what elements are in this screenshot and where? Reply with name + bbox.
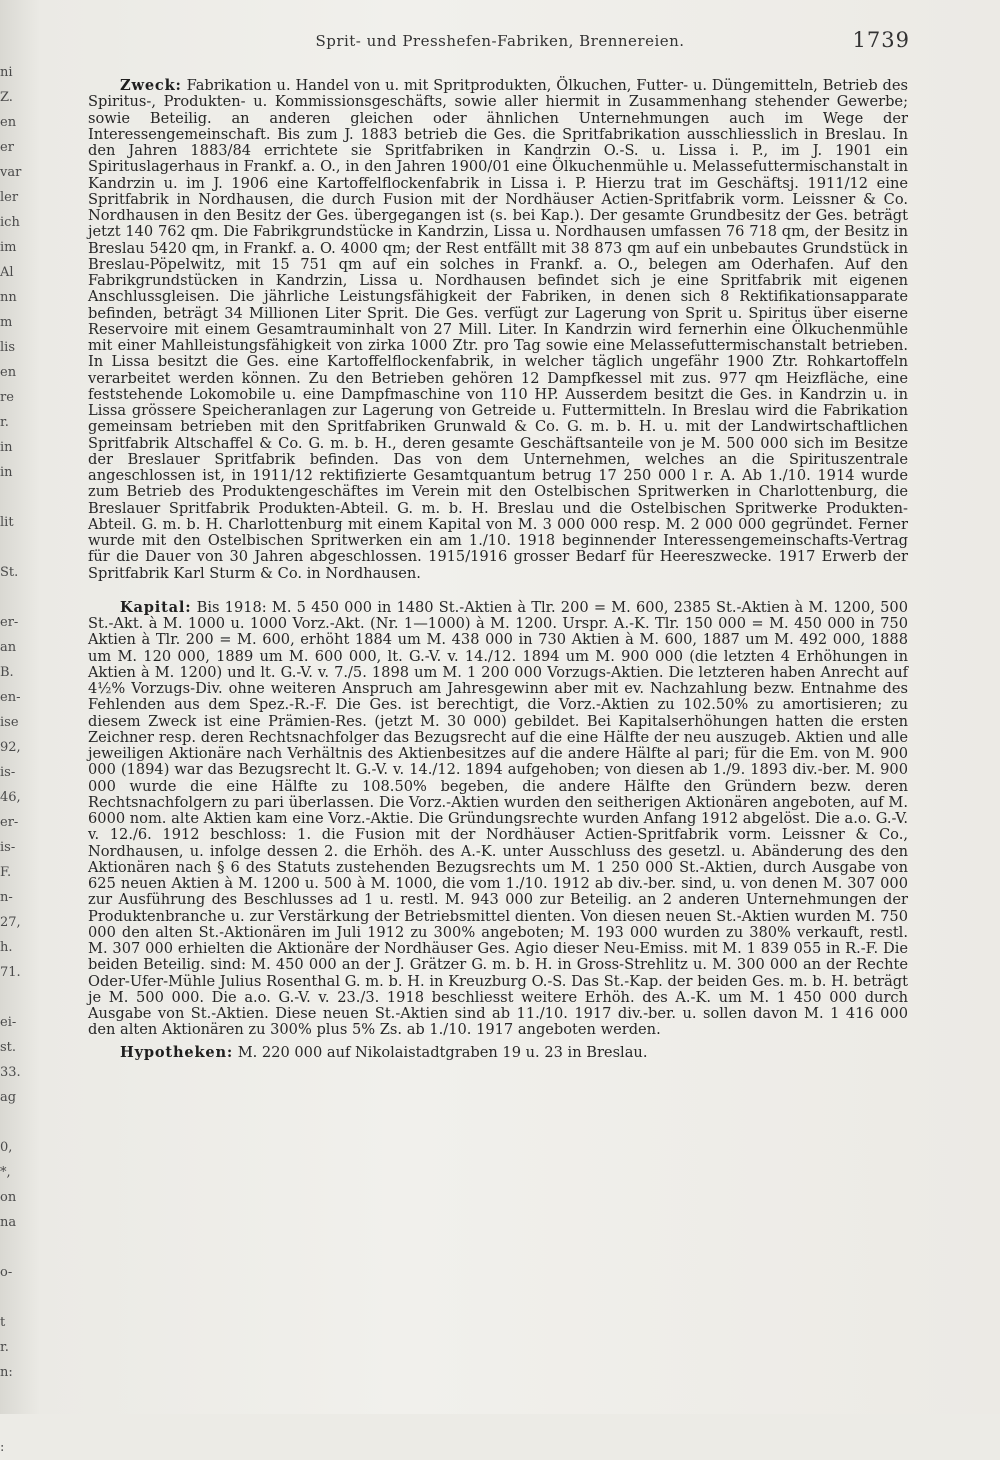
gutter-fragment: is- <box>0 765 16 780</box>
gutter-fragment: ler <box>0 190 19 205</box>
gutter-fragment: o- <box>0 1265 13 1280</box>
gutter-fragment: 46, <box>0 790 21 805</box>
gutter-fragment <box>0 1235 26 1260</box>
gutter-fragment: er <box>0 140 14 155</box>
gutter-fragment <box>0 1285 26 1310</box>
gutter-fragment: St. <box>0 565 19 580</box>
gutter-fragment: ise <box>0 715 19 730</box>
gutter-fragment: r. <box>0 1340 9 1355</box>
gutter-fragment <box>0 585 26 610</box>
running-head <box>90 28 910 58</box>
gutter-fragment: 71. <box>0 965 21 980</box>
gutter-fragment <box>0 485 26 510</box>
gutter-previous-page-fragments <box>0 60 26 1455</box>
gutter-fragment: n- <box>0 890 13 905</box>
gutter-fragment: an <box>0 640 17 655</box>
section-text: M. 220 000 auf Nikolaistadtgraben 19 u. 23 in Breslau. <box>237 1043 648 1061</box>
section-label: Hypotheken: <box>120 1043 234 1061</box>
gutter-fragment: n: <box>0 1365 13 1380</box>
page-number: 1739 <box>852 28 910 52</box>
section-text: Bis 1918: M. 5 450 000 in 1480 St.-Aktien à Tlr. 200 = M. 600, 2385 St.-Aktien à M. 1200, 500 St.-Akt. à M. 1000 u. 1000 Vorz.-Akt. (Nr. 1—1000) à M. 1200. Urspr. A.-K. Tlr. 150 000 = M. 450 000 in 750 Aktien à Tlr. 200 = M. 600, erhöht 1884 um M. 438 000 in 730 Aktien à M. 600, 1887 um M. 492 000, 1888 um M. 120 000, 1889 um M. 600 000, lt. G.-V. v. 14./12. 1894 um M. 900 000 (die letzten 4 Erhöhungen in Aktien à M. 1200) und lt. G.-V. v. 7./5. 1898 um M. 1 200 000 Vorzugs-Aktien. Die letzteren haben Anrecht auf 4½% Vorzugs-Div. ohne weiteren Anspruch am Jahresgewinn aber mit ev. Nachzahlung bezw. Entnahme des Fehlenden aus dem Spez.-R.-F. Die Ges. ist berechtigt, die Vorz.-Aktien zu 102.50% zu amortisieren; zu diesem Zweck ist eine Prämien-Res. (jetzt M. 30 000) gebildet. Bei Kapitalserhöhungen hatten die ersten Zeichner resp. deren Rechtsnachfolger das Bezugsrecht auf die eine Hälfte der neu auszugeb. Aktien und alle jeweiligen Aktionäre nach Verhältnis des Aktienbesitzes auf die andere Hälfte al pari; für die Em. von M. 900 000 (1894) war das Bezugsrecht lt. G.-V. v. 14./12. 1894 aufgehoben; von diesen ab 1./9. 1893 div.-ber. M. 900 000 wurde die eine Hälfte zu 108.50% begeben, die andere Hälfte den Gründern bezw. deren Rechtsnachfolgern zu pari überlassen. Die Vorz.-Aktien wurden den seitherigen Aktionären angeboten, auf M. 6000 nom. alte Aktien kam eine Vorz.-Aktie. Die Gründungsrechte wurden Anfang 1912 abgelöst. Die a.o. G.-V. v. 12./6. 1912 beschloss: 1. die Fusion mit der Nordhäuser Actien-Spritfabrik vorm. Leissner & Co., Nordhausen, u. infolge dessen 2. die Erhöh. des A.-K. unter Ausschluss des gesetzl. u. Abänderung des den Aktionären nach § 6 des Statuts zustehenden Bezugsrechts um M. 1 250 000 St.-Aktien, durch Ausgabe von 625 neuen Aktien à M. 1200 u. 500 à M. 1000, die vom 1./10. 1912 ab div.-ber. sind, u. von denen M. 307 000 zur Ausführung des Beschlusses ad 1 u. restl. M. 943 000 zur Beteilig. an 2 anderen Unternehmungen der Produktenbranche u. zur Verstärkung der Betriebsmittel dienten. Von diesen neuen St.-Aktien wurden M. 750 000 den alten St.-Aktionären im Juli 1912 zu 300% angeboten; M. 193 000 wurden zu 380% verkauft, restl. M. 307 000 erhielten die Aktionäre der Nordhäuser Ges. Agio dieser Neu-Emiss. mit M. 1 839 055 in R.-F. Die beiden Beteilig. sind: M. 450 000 an der J. Grätzer G. m. b. H. in Gross-Strehlitz u. M. 300 000 an der Rechte Oder-Ufer-Mühle Julius Rosenthal G. m. b. H. in Kreuzburg O.-S. Das St.-Kap. der beiden Ges. m. b. H. beträgt je M. 500 000. Die a.o. G.-V. v. 23./3. 1918 beschliesst weitere Erhöh. des A.-K. um M. 1 450 000 durch Ausgabe von St.-Aktien. Diese neuen St.-Aktien sind ab 11./10. 1917 div.-ber. u. sollen davon M. 1 416 000 den alten Aktionären zu 300% plus 5% Zs. ab 1./10. 1917 angeboten werden. <box>88 598 909 1039</box>
section-label: Zweck: <box>120 77 182 94</box>
gutter-fragment: 92, <box>0 740 21 755</box>
gutter-fragment: re <box>0 390 14 405</box>
gutter-fragment: im <box>0 240 17 255</box>
gutter-fragment: on <box>0 1190 17 1205</box>
gutter-fragment: ei- <box>0 1015 17 1030</box>
gutter-fragment <box>0 1385 26 1410</box>
gutter-fragment: h. <box>0 940 13 955</box>
gutter-fragment: in <box>0 440 13 455</box>
gutter-fragment: t <box>0 1315 6 1330</box>
gutter-fragment: en <box>0 365 17 380</box>
gutter-fragment: er- <box>0 815 19 830</box>
gutter-fragment <box>0 985 26 1010</box>
section-kapital <box>88 600 908 1039</box>
gutter-fragment: na <box>0 1215 17 1230</box>
gutter-fragment: B. <box>0 665 14 680</box>
gutter-fragment: F. <box>0 865 12 880</box>
gutter-fragment <box>0 1110 26 1135</box>
gutter-fragment: is- <box>0 840 16 855</box>
gutter-fragment: lit <box>0 515 14 530</box>
section-hypotheken <box>88 1045 908 1061</box>
gutter-fragment: er- <box>0 615 19 630</box>
running-title: Sprit- und Presshefen-Fabriken, Brennereien. <box>315 32 685 50</box>
gutter-fragment: in <box>0 465 13 480</box>
gutter-fragment: en <box>0 115 17 130</box>
gutter-fragment: ich <box>0 215 20 230</box>
gutter-fragment: 33. <box>0 1065 21 1080</box>
gutter-fragment: st. <box>0 1040 17 1055</box>
section-text: Fabrikation u. Handel von u. mit Spritprodukten, Ölkuchen, Futter- u. Düngemitteln, Betrieb des Spiritus-, Produkten- u. Kommissionsgeschäfts, sowie aller hiermit in Zusammenhang stehender Gewerbe; sowie Beteilig. an anderen gleichen oder ähnlichen Unternehmungen auch im Wege der Interessengemeinschaft. Bis zum J. 1883 betrieb die Ges. die Spritfabrikation ausschliesslich in Breslau. In den Jahren 1883/84 errichtete sie Spritfabriken in Kandrzin O.-S. u. Lissa i. P., im J. 1901 ein Spirituslagerhaus in Frankf. a. O., in den Jahren 1900/01 eine Ölkuchenmühle u. Melassefuttermischanstalt in Kandrzin u. im J. 1906 eine Kartoffelflockenfabrik in Lissa i. P. Hierzu trat im Geschäftsj. 1911/12 eine Spritfabrik in Nordhausen, die durch Fusion mit der Nordhäuser Actien-Spritfabrik vorm. Leissner & Co. Nordhausen in den Besitz der Ges. übergegangen ist (s. bei Kap.). Der gesamte Grundbesitz der Ges. beträgt jetzt 140 762 qm. Die Fabrikgrundstücke in Kandrzin, Lissa u. Nordhausen umfassen 76 718 qm, der Besitz in Breslau 5420 qm, in Frankf. a. O. 4000 qm; der Rest entfällt mit 38 873 qm auf ein unbebautes Grundstück in Breslau-Pöpelwitz, mit 15 751 qm auf ein solches in Frankf. a. O., belegen am Oderhafen. Auf den Fabrikgrundstücken in Kandrzin, Lissa u. Nordhausen befindet sich je eine Spritfabrik mit eigenen Anschlussgleisen. Die jährliche Leistungsfähigkeit der Fabriken, in denen sich 8 Rektifikationsapparate befinden, beträgt 34 Millionen Liter Sprit. Die Ges. verfügt zur Lagerung von Sprit u. Spiritus über eiserne Reservoire mit einem Gesamtrauminhalt von 27 Mill. Liter. In Kandrzin wird fernerhin eine Ölkuchenmühle mit einer Mahlleistungsfähigkeit von zirka 1000 Ztr. pro Tag sowie eine Melassefuttermischanstalt betrieben. In Lissa besitzt die Ges. eine Kartoffelflockenfabrik, in welcher täglich ungefähr 1900 Ztr. Rohkartoffeln verarbeitet werden können. Zu den Betrieben gehören 12 Dampfkessel mit zus. 977 qm Heizfläche, eine feststehende Lokomobile u. eine Dampfmaschine von 110 HP. Ausserdem besitzt die Ges. in Kandrzin u. in Lissa grössere Speicheranlagen zur Lagerung von Getreide u. Futtermitteln. In Breslau wird die Fabrikation gemeinsam betrieben mit den Spritfabriken Grunwald & Co. G. m. b. H. u. mit der Landwirtschaftlichen Spritfabrik Altschaffel & Co. G. m. b. H., deren gesamte Geschäftsanteile von je M. 500 000 sich im Besitze der Breslauer Spritfabrik befinden. Das von dem Unternehmen, welches an die Spirituszentrale angeschlossen ist, in 1911/12 rektifizierte Gesamtquantum betrug 17 250 000 l r. A. Ab 1./10. 1914 wurde zum Betrieb des Produktengeschäftes im Verein mit den Ostelbischen Spritwerken in Charlottenburg, die Breslauer Spritfabrik Produkten-Abteil. G. m. b. H. Breslau und die Ostelbischen Spritwerke Produkten-Abteil. G. m. b. H. Charlottenburg mit einem Kapital von M. 3 000 000 resp. M. 2 000 000 gegründet. Ferner wurde mit den Ostelbischen Spritwerken ein am 1./10. 1918 beginnender Interessengemeinschafts-Vertrag für die Dauer von 30 Jahren abgeschlossen. 1915/1916 grosser Bedarf für Heereszwecke. 1917 Erwerb der Spritfabrik Karl Sturm & Co. in Nordhausen. <box>88 77 909 582</box>
gutter-fragment: ni <box>0 65 13 80</box>
gutter-fragment: lis <box>0 340 15 355</box>
gutter-fragment: : <box>0 1440 5 1455</box>
gutter-fragment: ag <box>0 1090 17 1105</box>
gutter-fragment: en- <box>0 690 21 705</box>
gutter-fragment: var <box>0 165 22 180</box>
gutter-fragment <box>0 535 26 560</box>
gutter-fragment: Z. <box>0 90 13 105</box>
section-label: Kapital: <box>120 598 192 616</box>
gutter-fragment: 27, <box>0 915 21 930</box>
body-text <box>88 78 908 1061</box>
gutter-fragment <box>0 1410 26 1435</box>
gutter-fragment: r. <box>0 415 9 430</box>
gutter-fragment: *, <box>0 1165 11 1180</box>
gutter-fragment: m <box>0 315 13 330</box>
gutter-fragment: Al <box>0 265 14 280</box>
gutter-fragment: nn <box>0 290 17 305</box>
section-zweck <box>88 78 908 582</box>
gutter-fragment: 0, <box>0 1140 13 1155</box>
